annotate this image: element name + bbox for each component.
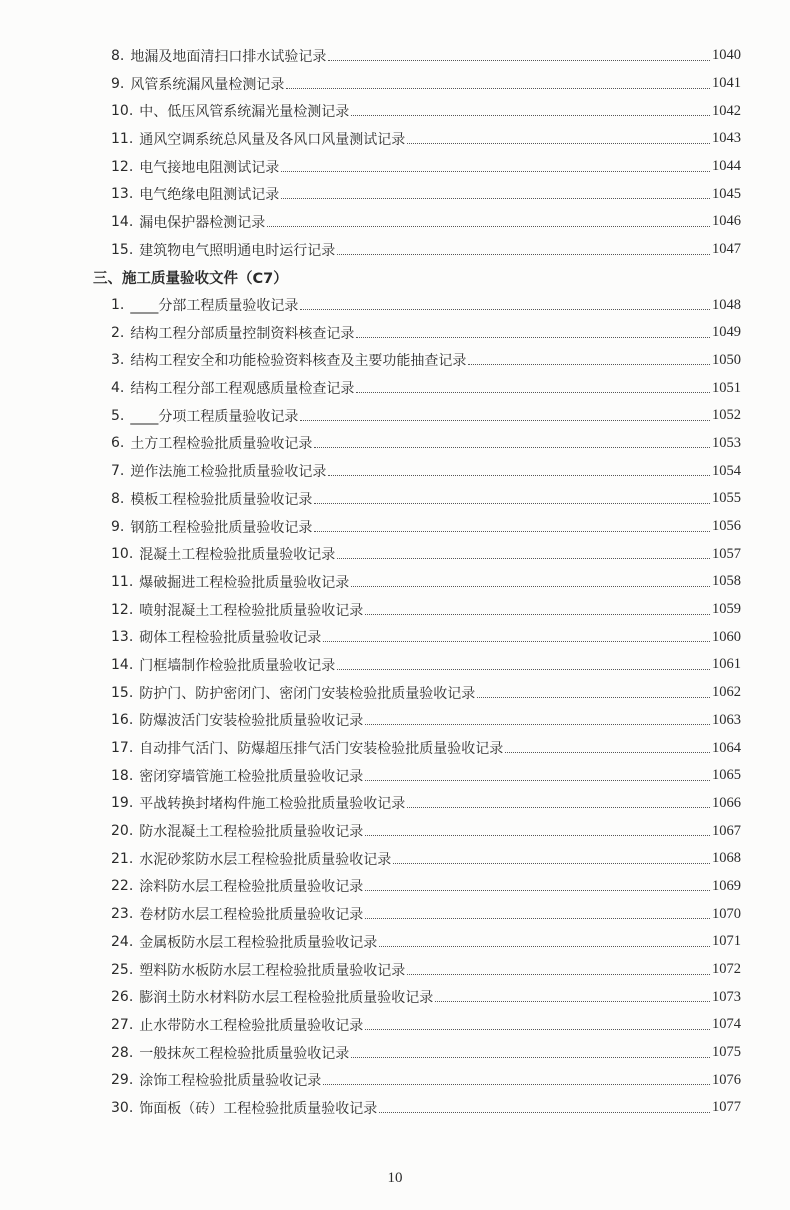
toc-entry-number: 1. bbox=[111, 297, 125, 314]
toc-entry bbox=[0, 845, 790, 873]
toc-entry bbox=[0, 319, 790, 347]
toc-entry-number: 8. bbox=[111, 490, 125, 507]
toc-entry-title: 金属板防水层工程检验批质量验收记录 bbox=[139, 934, 378, 951]
dot-leader bbox=[286, 87, 710, 89]
dot-leader bbox=[323, 1083, 710, 1085]
dot-leader bbox=[407, 973, 710, 975]
toc-entry-number: 8. bbox=[111, 47, 125, 64]
toc-entry-title: 逆作法施工检验批质量验收记录 bbox=[130, 464, 327, 481]
dot-leader bbox=[314, 446, 710, 448]
toc-entry-page: 1070 bbox=[712, 905, 741, 922]
toc-entry-number: 10. bbox=[111, 546, 134, 563]
toc-part-2 bbox=[0, 291, 790, 1122]
toc-entry-number: 3. bbox=[111, 352, 125, 369]
dot-leader bbox=[356, 336, 710, 338]
dot-leader bbox=[323, 640, 710, 642]
toc-entry-title: 膨润土防水材料防水层工程检验批质量验收记录 bbox=[139, 990, 434, 1007]
toc-entry-number: 15. bbox=[111, 241, 134, 258]
dot-leader bbox=[267, 225, 710, 227]
toc-entry-title: 结构工程分部工程观感质量检查记录 bbox=[130, 381, 355, 398]
toc-entry bbox=[0, 568, 790, 596]
toc-entry-page: 1043 bbox=[712, 130, 741, 147]
dot-leader bbox=[407, 142, 710, 144]
toc-entry-number: 16. bbox=[111, 712, 134, 729]
toc-entry-number: 28. bbox=[111, 1044, 134, 1061]
dot-leader bbox=[337, 253, 710, 255]
toc-part-1 bbox=[0, 42, 790, 264]
dot-leader bbox=[365, 613, 710, 615]
toc-entry-title: 砌体工程检验批质量验收记录 bbox=[139, 630, 322, 647]
toc-entry-page: 1063 bbox=[712, 711, 741, 728]
toc-entry-title: 电气接地电阻测试记录 bbox=[139, 159, 280, 176]
toc-entry bbox=[0, 153, 790, 181]
toc-entry-title: 卷材防水层工程检验批质量验收记录 bbox=[139, 907, 364, 924]
toc-entry-title: 防水混凝土工程检验批质量验收记录 bbox=[139, 824, 364, 841]
toc-entry-title: 防护门、防护密闭门、密闭门安装检验批质量验收记录 bbox=[139, 685, 476, 702]
dot-leader bbox=[281, 170, 710, 172]
toc-entry-page: 1065 bbox=[712, 767, 741, 784]
toc-entry bbox=[0, 1066, 790, 1094]
dot-leader bbox=[281, 197, 710, 199]
toc-entry bbox=[0, 1011, 790, 1039]
dot-leader bbox=[468, 363, 710, 365]
toc-entry bbox=[0, 540, 790, 568]
toc-entry bbox=[0, 180, 790, 208]
toc-entry-number: 14. bbox=[111, 656, 134, 673]
toc-entry bbox=[0, 291, 790, 319]
toc-entry-page: 1058 bbox=[712, 573, 741, 590]
toc-entry bbox=[0, 208, 790, 236]
toc-entry bbox=[0, 485, 790, 513]
toc-entry-page: 1047 bbox=[712, 241, 741, 258]
toc-entry-page: 1051 bbox=[712, 379, 741, 396]
toc-entry bbox=[0, 457, 790, 485]
dot-leader bbox=[365, 889, 710, 891]
dot-leader bbox=[365, 779, 710, 781]
dot-leader bbox=[393, 862, 710, 864]
toc-entry bbox=[0, 762, 790, 790]
dot-leader bbox=[365, 834, 710, 836]
dot-leader bbox=[379, 945, 710, 947]
toc-entry-page: 1054 bbox=[712, 462, 741, 479]
dot-leader bbox=[314, 530, 710, 532]
dot-leader bbox=[328, 59, 710, 61]
toc-entry-title: 通风空调系统总风量及各风口风量测试记录 bbox=[139, 131, 406, 148]
toc-entry-page: 1062 bbox=[712, 684, 741, 701]
dot-leader bbox=[379, 1111, 710, 1113]
toc-entry-page: 1072 bbox=[712, 961, 741, 978]
toc-entry-title: 混凝土工程检验批质量验收记录 bbox=[139, 547, 336, 564]
toc-entry-page: 1046 bbox=[712, 213, 741, 230]
toc-entry bbox=[0, 956, 790, 984]
toc-entry-page: 1061 bbox=[712, 656, 741, 673]
toc-entry-number: 2. bbox=[111, 324, 125, 341]
toc-entry bbox=[0, 42, 790, 70]
toc-entry-page: 1059 bbox=[712, 601, 741, 618]
toc-entry-page: 1060 bbox=[712, 628, 741, 645]
toc-entry-number: 9. bbox=[111, 75, 125, 92]
toc-entry-number: 21. bbox=[111, 850, 134, 867]
toc-entry-title: 防爆波活门安装检验批质量验收记录 bbox=[139, 713, 364, 730]
toc-entry-number: 19. bbox=[111, 795, 134, 812]
toc-entry bbox=[0, 70, 790, 98]
toc-entry-title: 建筑物电气照明通电时运行记录 bbox=[139, 242, 336, 259]
toc-entry bbox=[0, 236, 790, 264]
toc-entry bbox=[0, 817, 790, 845]
toc-entry-page: 1055 bbox=[712, 490, 741, 507]
dot-leader bbox=[477, 696, 710, 698]
toc-entry-title: ____分部工程质量验收记录 bbox=[130, 298, 299, 315]
toc-entry-number: 27. bbox=[111, 1016, 134, 1033]
dot-leader bbox=[300, 419, 710, 421]
toc-entry bbox=[0, 679, 790, 707]
toc-entry-title: 漏电保护器检测记录 bbox=[139, 214, 266, 231]
dot-leader bbox=[505, 751, 710, 753]
toc-entry-number: 24. bbox=[111, 933, 134, 950]
toc-entry-number: 11. bbox=[111, 573, 134, 590]
toc-entry-number: 18. bbox=[111, 767, 134, 784]
dot-leader bbox=[300, 308, 710, 310]
toc-entry-title: 饰面板（砖）工程检验批质量验收记录 bbox=[139, 1100, 378, 1117]
toc-entry bbox=[0, 596, 790, 624]
toc-entry-number: 6. bbox=[111, 435, 125, 452]
toc-entry-number: 29. bbox=[111, 1072, 134, 1089]
toc-entry-title: 喷射混凝土工程检验批质量验收记录 bbox=[139, 602, 364, 619]
toc-entry-title: 密闭穿墙管施工检验批质量验收记录 bbox=[139, 768, 364, 785]
toc-entry-number: 25. bbox=[111, 961, 134, 978]
toc-entry-page: 1044 bbox=[712, 158, 741, 175]
toc-entry-page: 1052 bbox=[712, 407, 741, 424]
toc-entry-number: 17. bbox=[111, 740, 134, 757]
dot-leader bbox=[435, 1000, 710, 1002]
toc-entry-number: 15. bbox=[111, 684, 134, 701]
toc-entry-number: 26. bbox=[111, 989, 134, 1006]
section-heading-text: 三、施工质量验收文件（C7） bbox=[93, 270, 288, 287]
toc-entry-number: 30. bbox=[111, 1099, 134, 1116]
toc-entry-number: 13. bbox=[111, 186, 134, 203]
toc-entry-page: 1053 bbox=[712, 434, 741, 451]
dot-leader bbox=[314, 502, 710, 504]
dot-leader bbox=[351, 585, 710, 587]
toc-entry bbox=[0, 928, 790, 956]
toc-entry bbox=[0, 900, 790, 928]
dot-leader bbox=[328, 474, 710, 476]
toc-entry-page: 1071 bbox=[712, 933, 741, 950]
toc-entry bbox=[0, 1039, 790, 1067]
toc-entry-number: 10. bbox=[111, 103, 134, 120]
dot-leader bbox=[365, 1028, 710, 1030]
toc-entry-title: 结构工程安全和功能检验资料核查及主要功能抽查记录 bbox=[130, 353, 467, 370]
toc-entry-page: 1048 bbox=[712, 296, 741, 313]
toc-entry-title: 电气绝缘电阻测试记录 bbox=[139, 187, 280, 204]
toc-entry-title: 结构工程分部质量控制资料核查记录 bbox=[130, 325, 355, 342]
toc-entry-number: 11. bbox=[111, 130, 134, 147]
toc-entry-page: 1056 bbox=[712, 518, 741, 535]
page-number: 10 bbox=[387, 1170, 403, 1186]
dot-leader bbox=[407, 806, 710, 808]
toc-entry bbox=[0, 734, 790, 762]
toc-entry-page: 1073 bbox=[712, 988, 741, 1005]
toc-entry-page: 1050 bbox=[712, 351, 741, 368]
toc-entry-title: 塑料防水板防水层工程检验批质量验收记录 bbox=[139, 962, 406, 979]
toc-entry-page: 1066 bbox=[712, 794, 741, 811]
toc-entry-title: ____分项工程质量验收记录 bbox=[130, 408, 299, 425]
toc-entry-title: 止水带防水工程检验批质量验收记录 bbox=[139, 1017, 364, 1034]
toc-entry bbox=[0, 1094, 790, 1122]
toc-entry-title: 平战转换封堵构件施工检验批质量验收记录 bbox=[139, 796, 406, 813]
dot-leader bbox=[356, 391, 710, 393]
toc-entry-number: 20. bbox=[111, 823, 134, 840]
toc-entry-title: 一般抹灰工程检验批质量验收记录 bbox=[139, 1045, 350, 1062]
toc-entry-page: 1068 bbox=[712, 850, 741, 867]
toc-entry-page: 1074 bbox=[712, 1016, 741, 1033]
toc-entry bbox=[0, 347, 790, 375]
toc-entry-page: 1077 bbox=[712, 1099, 741, 1116]
toc-entry bbox=[0, 402, 790, 430]
toc-entry bbox=[0, 790, 790, 818]
dot-leader bbox=[337, 668, 710, 670]
dot-leader bbox=[351, 114, 710, 116]
toc-entry-page: 1041 bbox=[712, 75, 741, 92]
toc-entry-number: 22. bbox=[111, 878, 134, 895]
toc-entry-number: 13. bbox=[111, 629, 134, 646]
toc-entry-number: 12. bbox=[111, 601, 134, 618]
toc-entry-number: 7. bbox=[111, 463, 125, 480]
toc-entry-title: 水泥砂浆防水层工程检验批质量验收记录 bbox=[139, 851, 392, 868]
toc-entry-page: 1049 bbox=[712, 324, 741, 341]
toc-entry-page: 1069 bbox=[712, 877, 741, 894]
toc-entry-title: 钢筋工程检验批质量验收记录 bbox=[130, 519, 313, 536]
dot-leader bbox=[365, 723, 710, 725]
toc-entry bbox=[0, 430, 790, 458]
toc-entry-number: 23. bbox=[111, 906, 134, 923]
toc-entry-page: 1042 bbox=[712, 102, 741, 119]
toc-entry-title: 爆破掘进工程检验批质量验收记录 bbox=[139, 574, 350, 591]
toc-entry bbox=[0, 623, 790, 651]
toc-entry-number: 4. bbox=[111, 380, 125, 397]
toc-entry-page: 1045 bbox=[712, 185, 741, 202]
toc-entry-title: 涂饰工程检验批质量验收记录 bbox=[139, 1073, 322, 1090]
toc-entry bbox=[0, 513, 790, 541]
toc-entry bbox=[0, 873, 790, 901]
toc-entry-number: 12. bbox=[111, 158, 134, 175]
toc-entry bbox=[0, 125, 790, 153]
toc-entry-title: 地漏及地面清扫口排水试验记录 bbox=[130, 48, 327, 65]
toc-entry-number: 14. bbox=[111, 213, 134, 230]
toc-entry-title: 风管系统漏风量检测记录 bbox=[130, 76, 285, 93]
toc-entry-number: 5. bbox=[111, 407, 125, 424]
toc-entry-title: 自动排气活门、防爆超压排气活门安装检验批质量验收记录 bbox=[139, 741, 504, 758]
toc-entry-page: 1057 bbox=[712, 545, 741, 562]
toc-entry-title: 模板工程检验批质量验收记录 bbox=[130, 491, 313, 508]
table-of-contents bbox=[0, 42, 790, 1122]
dot-leader bbox=[351, 1056, 710, 1058]
dot-leader bbox=[365, 917, 710, 919]
toc-entry-title: 门框墙制作检验批质量验收记录 bbox=[139, 657, 336, 674]
toc-entry bbox=[0, 374, 790, 402]
toc-entry-page: 1064 bbox=[712, 739, 741, 756]
toc-entry-number: 9. bbox=[111, 518, 125, 535]
toc-entry bbox=[0, 707, 790, 735]
toc-entry bbox=[0, 651, 790, 679]
toc-entry-page: 1067 bbox=[712, 822, 741, 839]
toc-entry-title: 涂料防水层工程检验批质量验收记录 bbox=[139, 879, 364, 896]
toc-entry bbox=[0, 983, 790, 1011]
toc-entry-title: 中、低压风管系统漏光量检测记录 bbox=[139, 104, 350, 121]
toc-entry-page: 1076 bbox=[712, 1071, 741, 1088]
toc-entry-page: 1040 bbox=[712, 47, 741, 64]
toc-entry bbox=[0, 97, 790, 125]
dot-leader bbox=[337, 557, 710, 559]
toc-entry-title: 土方工程检验批质量验收记录 bbox=[130, 436, 313, 453]
section-heading-c7 bbox=[0, 264, 790, 292]
toc-entry-page: 1075 bbox=[712, 1044, 741, 1061]
